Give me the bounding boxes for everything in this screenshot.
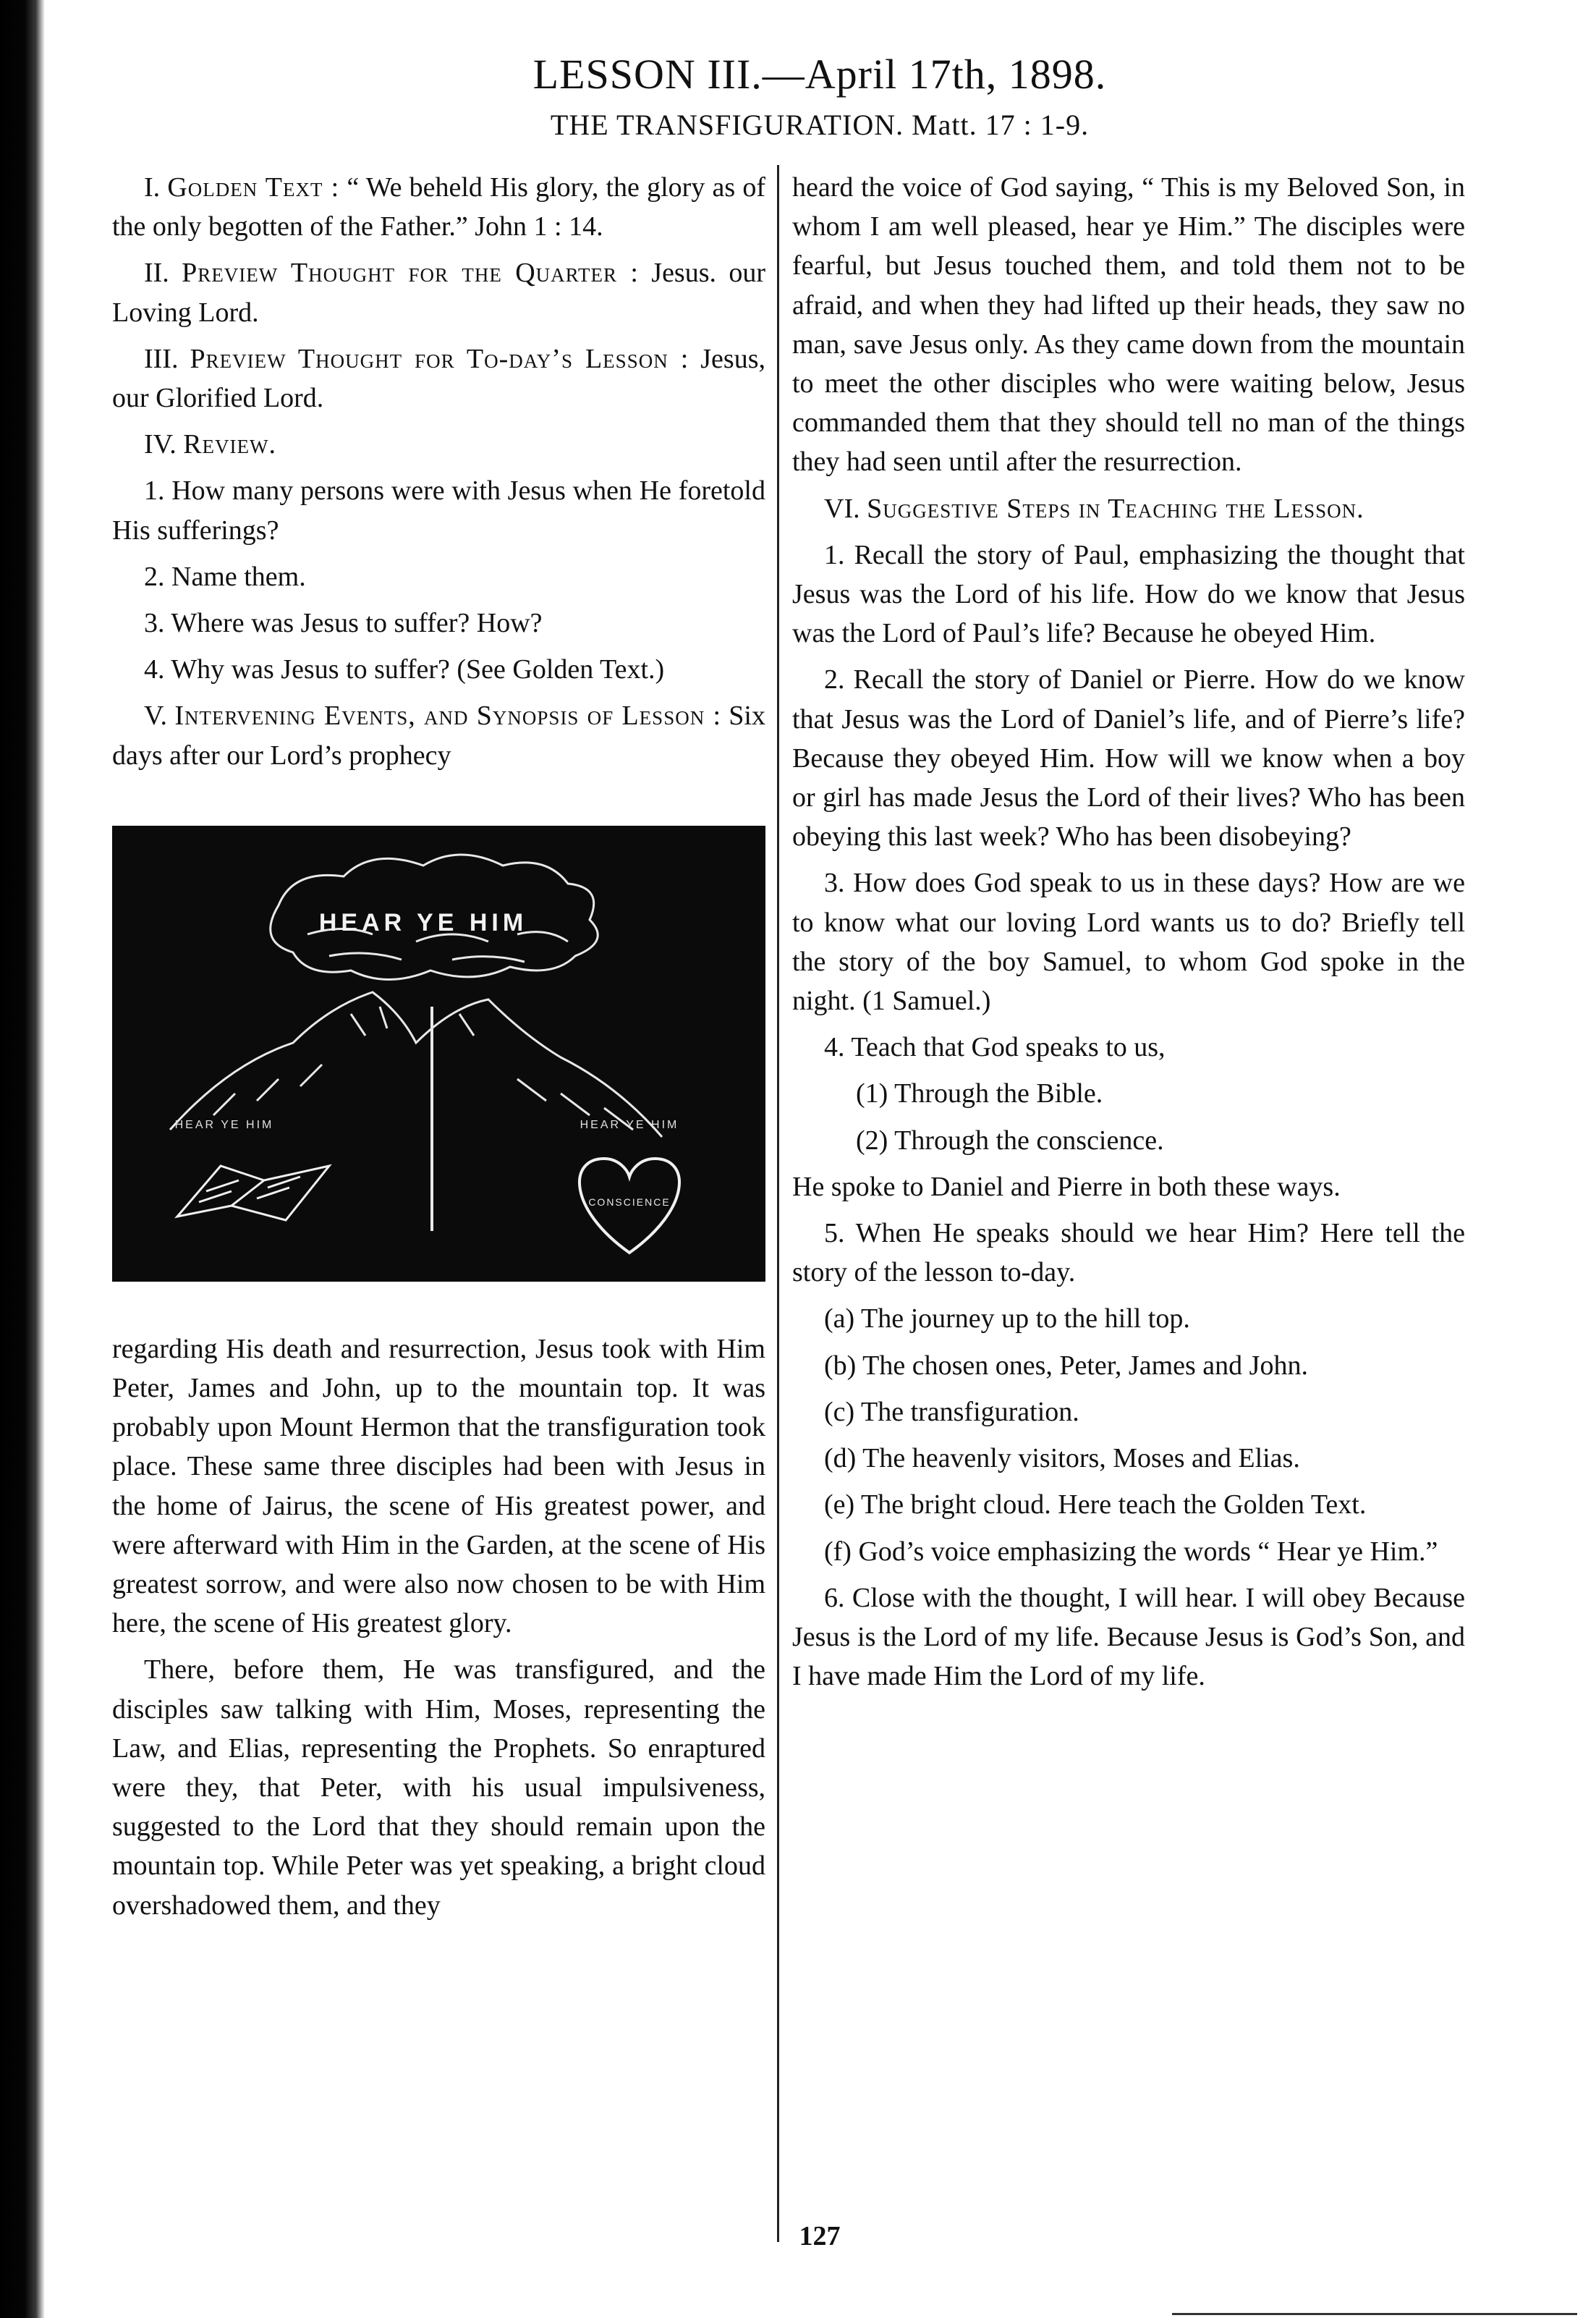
step-6: 6. Close with the thought, I will hear. I will obey Because Jesus is the Lord of my life. Because Jesus is God’s Son, and I have made Him the Lord of my life. — [792, 1582, 1465, 1692]
synopsis-intro: V. Intervening Events, and Synopsis of Lesson : Six days after our Lord’s prophecy — [112, 701, 765, 771]
step-5-sub: (d) The heavenly visitors, Moses and Elias. — [824, 1443, 1300, 1474]
steps-heading: VI. Suggestive Steps in Teaching the Lesson. — [824, 493, 1364, 524]
synopsis-paragraph: There, before them, He was transfigured, and the disciples saw talking with Him, Moses, representing the Law, and Elias, representing the Prophets. So enraptured were they, that Peter, with his usual impulsiveness, suggested to the Lord that they should remain upon the mountain top. While Peter was yet speaking, a bright cloud overshadowed them, and they — [112, 1654, 765, 1921]
left-column — [112, 168, 765, 1932]
step-4-sub: (1) Through the Bible. — [856, 1078, 1103, 1109]
illustration-left-label: HEAR YE HIM — [174, 1118, 274, 1131]
step-5-sub: (a) The journey up to the hill top. — [824, 1303, 1190, 1334]
step-2: 2. Recall the story of Daniel or Pierre. How do we know that Jesus was the Lord of Daniel’s life, and of Pierre’s life? Because they obeyed Him. How will we know when a boy or girl has made Jesus the Lord of their lives? Who has been obeying this last week? Who has been disobeying? — [792, 664, 1465, 853]
column-divider — [777, 165, 779, 2242]
step-5-sub: (b) The chosen ones, Peter, James and John. — [824, 1350, 1308, 1381]
review-heading: IV. Review. — [144, 429, 277, 460]
preview-quarter: II. Preview Thought for the Quarter : Jesus. our Loving Lord. — [112, 258, 766, 328]
illustration-drawing — [112, 826, 765, 1282]
step-4: 4. Teach that God speaks to us, — [824, 1032, 1166, 1063]
open-bible-icon — [177, 1166, 329, 1220]
step-3: 3. How does God speak to us in these days? How are we to know what our loving Lord wants us to do? Briefly tell the story of the boy Samuel, to whom God spoke in the night. (1 Samuel.) — [792, 868, 1465, 1017]
illustration-top-label: HEAR YE HIM — [318, 908, 528, 936]
synopsis-paragraph: regarding His death and resurrection, Jesus took with Him Peter, James and John, up to the mountain top. It was probably upon Mount Hermon that the transfiguration took place. These same three disciples had been with Jesus in the home of Jairus, the scene of His greatest power, and were afterward with Him in the Garden, at the scene of His greatest sorrow, and were also now chosen to be with Him here, the scene of His greatest glory. — [112, 1333, 765, 1639]
lesson-title: LESSON III.—April 17th, 1898. — [532, 51, 1107, 98]
review-item: 4. Why was Jesus to suffer? (See Golden Text.) — [144, 654, 665, 685]
heart-icon — [580, 1159, 679, 1253]
lesson-subtitle: THE TRANSFIGURATION. Matt. 17 : 1-9. — [550, 109, 1090, 141]
book-binding-shadow — [0, 0, 45, 2318]
bottom-rule — [1172, 2313, 1577, 2315]
step-5-sub: (e) The bright cloud. Here teach the Golden Text. — [824, 1489, 1367, 1520]
review-item: 1. How many persons were with Jesus when He foretold His sufferings? — [112, 475, 765, 546]
step-5-sub: (c) The transfiguration. — [824, 1396, 1079, 1427]
step-1: 1. Recall the story of Paul, emphasizing the thought that Jesus was the Lord of his life. How do we know that Jesus was the Lord of Paul’s life? Because he obeyed Him. — [792, 539, 1465, 649]
heart-label: CONSCIENCE — [588, 1196, 671, 1208]
preview-today: III. Preview Thought for To-day’s Lesson : Jesus, our Glorified Lord. — [112, 343, 765, 414]
page-header — [0, 49, 1596, 145]
right-column — [792, 168, 1465, 1703]
golden-text: I. Golden Text : “ We beheld His glory, the glory as of the only begotten of the Father.” John 1 : 14. — [112, 172, 765, 242]
transfiguration-illustration — [112, 826, 765, 1282]
step-5-sub: (f) God’s voice emphasizing the words “ Hear ye Him.” — [824, 1536, 1438, 1567]
step-4-sub: (2) Through the conscience. — [856, 1125, 1164, 1156]
review-item: 2. Name them. — [144, 561, 306, 592]
page-number: 127 — [799, 2221, 841, 2251]
illustration-right-label: HEAR YE HIM — [580, 1118, 679, 1131]
step-5: 5. When He speaks should we hear Him? Here tell the story of the lesson to-day. — [792, 1218, 1465, 1288]
step-4-note: He spoke to Daniel and Pierre in both these ways. — [792, 1171, 1341, 1202]
synopsis-continued: heard the voice of God saying, “ This is my Beloved Son, in whom I am well pleased, hear ye Him.” The disciples were fearful, but Jesus touched them, and told them not to be afraid, and when they had lifted up their heads, they saw no man, save Jesus only. As they came down from the mountain to meet the other disciples who were waiting below, Jesus commanded them that they should tell no man of the things they had seen until after the resurrection. — [792, 172, 1465, 478]
review-item: 3. Where was Jesus to suffer? How? — [144, 608, 543, 639]
